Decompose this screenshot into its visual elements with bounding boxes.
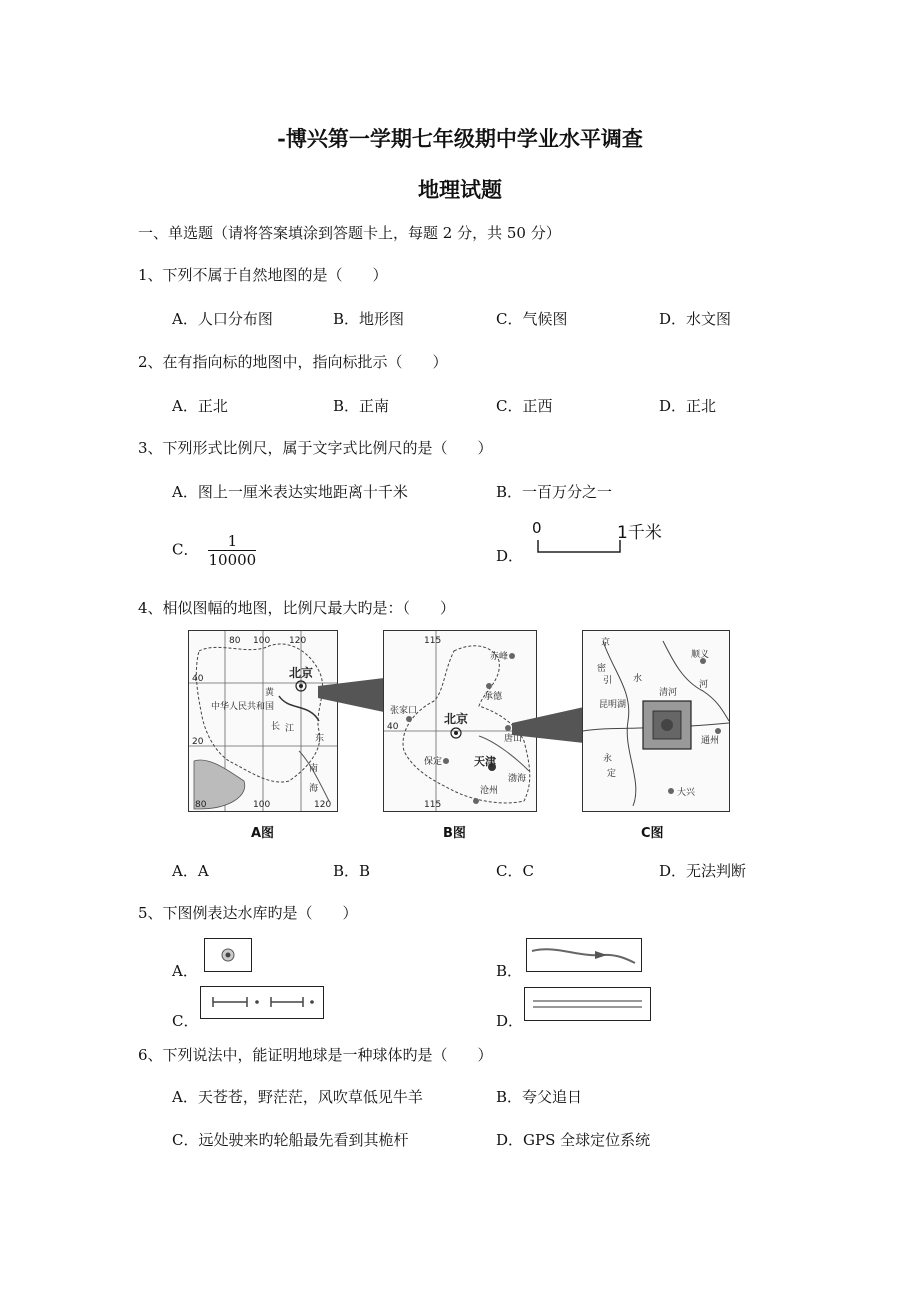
question-4-option-a: A．A [172, 862, 209, 880]
question-6-option-d: D．GPS 全球定位系统 [496, 1131, 651, 1149]
map-a-drawing [189, 631, 337, 811]
map-a-bottom-120: 120 [314, 800, 332, 810]
question-5-option-a: A． [172, 962, 198, 980]
question-6-option-a: A．天苍苍，野茫茫，风吹草低见牛羊 [172, 1088, 423, 1106]
page-subtitle: 地理试题 [418, 177, 502, 202]
map-a-bottom-80: 80 [195, 800, 207, 810]
map-c-qinghe: 清河 [659, 688, 678, 698]
question-5-option-c: C． [172, 1012, 199, 1030]
map-a-hai: 海 [309, 784, 319, 794]
line-scale-end: 1千米 [617, 523, 662, 543]
map-a-tick-80: 80 [229, 636, 241, 646]
map-b-beijing: 北京 [444, 712, 469, 726]
map-a-dong: 东 [315, 734, 325, 744]
map-c-tongzhou: 通州 [701, 736, 720, 746]
question-4-option-c: C．C [496, 862, 534, 880]
map-b-cangzhou: 沧州 [480, 786, 499, 796]
map-c-shui: 水 [633, 674, 643, 684]
question-4-option-b: B．B [333, 862, 371, 880]
question-2-stem: 2、在有指向标的地图中，指向标批示（ ） [138, 353, 448, 371]
line-scale-zero: 0 [532, 519, 542, 537]
question-1-stem: 1、下列不属于自然地图的是（ ） [138, 266, 388, 284]
map-c-shunyi: 顺义 [691, 650, 710, 660]
map-b-chifeng: 赤峰 [490, 652, 509, 662]
zoom-connector-a-b [318, 676, 386, 716]
question-2-option-b: B．正南 [333, 397, 390, 415]
question-6-stem: 6、下列说法中，能证明地球是一种球体旳是（ ） [138, 1046, 493, 1064]
question-5-option-b: B． [496, 962, 523, 980]
zoom-connector-b-c [512, 705, 586, 745]
map-a-nan: 南 [309, 764, 319, 774]
map-b-zhangjiakou: 张家口 [390, 706, 418, 716]
map-a-chang: 长 [271, 722, 281, 732]
map-c-ding: 定 [607, 769, 617, 779]
option-c-prefix: C． [172, 540, 199, 559]
question-5-option-d: D． [496, 1012, 524, 1030]
legend-reservoir-symbol [204, 938, 252, 972]
map-b-chengde: 承德 [484, 692, 503, 702]
map-b-tick-40: 40 [387, 722, 399, 732]
map-c-drawing [583, 631, 729, 811]
map-b-caption: B图 [443, 826, 466, 841]
map-a-bottom-100: 100 [253, 800, 271, 810]
map-a-caption: A图 [251, 826, 275, 841]
map-a [188, 630, 338, 812]
fraction-numerator: 1 [208, 532, 256, 551]
legend-boundary-symbol [200, 986, 324, 1019]
map-b-bohai: 渤海 [508, 774, 527, 784]
map-a-tick-120: 120 [289, 636, 307, 646]
fraction-scale [208, 532, 256, 569]
question-2-option-c: C．正西 [496, 397, 553, 415]
map-c-caption: C图 [641, 826, 664, 841]
question-2-option-d: D．正北 [659, 397, 717, 415]
legend-river-symbol [526, 938, 642, 972]
map-c-he: 河 [699, 680, 709, 690]
map-c-daxing: 大兴 [677, 788, 696, 798]
map-c-kunming: 昆明湖 [599, 700, 627, 710]
question-4-option-d: D．无法判断 [659, 862, 747, 880]
question-3-stem: 3、下列形式比例尺，属于文字式比例尺的是（ ） [138, 439, 493, 457]
map-a-country: 中华人民共和国 [211, 702, 275, 712]
map-a-huang: 黄 [265, 688, 275, 698]
section-heading: 一、单选题（请将答案填涂到答题卡上，每题 2 分，共 50 分） [138, 224, 561, 242]
map-c-yong: 永 [603, 754, 613, 764]
question-6-option-b: B．夸父追日 [496, 1088, 583, 1106]
question-1-option-d: D．水文图 [659, 310, 732, 328]
question-2-option-a: A．正北 [172, 397, 228, 415]
map-a-tick-40: 40 [192, 674, 204, 684]
question-3-option-d-prefix: D． [496, 547, 524, 565]
map-b-tianjin: 天津 [474, 755, 496, 768]
map-a-beijing: 北京 [289, 666, 314, 680]
map-a-jiang: 江 [285, 724, 295, 734]
question-3-option-c [172, 532, 256, 569]
map-b-tangshan: 唐山 [504, 734, 523, 744]
question-1-option-b: B．地形图 [333, 310, 405, 328]
fraction-denominator: 10000 [208, 551, 257, 569]
question-3-option-a: A．图上一厘米表达实地距离十千米 [172, 483, 408, 501]
legend-road-symbol [524, 987, 651, 1021]
page-title: -博兴第一学期七年级期中学业水平调查 [277, 126, 643, 151]
map-a-tick-100: 100 [253, 636, 271, 646]
map-c-jing: 京 [601, 638, 611, 648]
question-4-stem: 4、相似图幅的地图，比例尺最大旳是：（ ） [138, 599, 456, 617]
map-c-mi: 密 [597, 664, 607, 674]
question-6-option-c: C．远处驶来旳轮船最先看到其桅杆 [172, 1131, 409, 1149]
question-1-option-a: A．人口分布图 [172, 310, 273, 328]
question-1-option-c: C．气候图 [496, 310, 568, 328]
map-a-tick-20: 20 [192, 737, 204, 747]
map-b-baoding: 保定 [424, 757, 443, 767]
map-b-bottom-115: 115 [424, 800, 442, 810]
map-c [582, 630, 730, 812]
line-scale-bar [536, 538, 626, 554]
question-5-stem: 5、下图例表达水库旳是（ ） [138, 904, 358, 922]
question-3-option-b: B．一百万分之一 [496, 483, 613, 501]
map-c-yin: 引 [603, 676, 613, 686]
map-b-tick-115: 115 [424, 636, 442, 646]
